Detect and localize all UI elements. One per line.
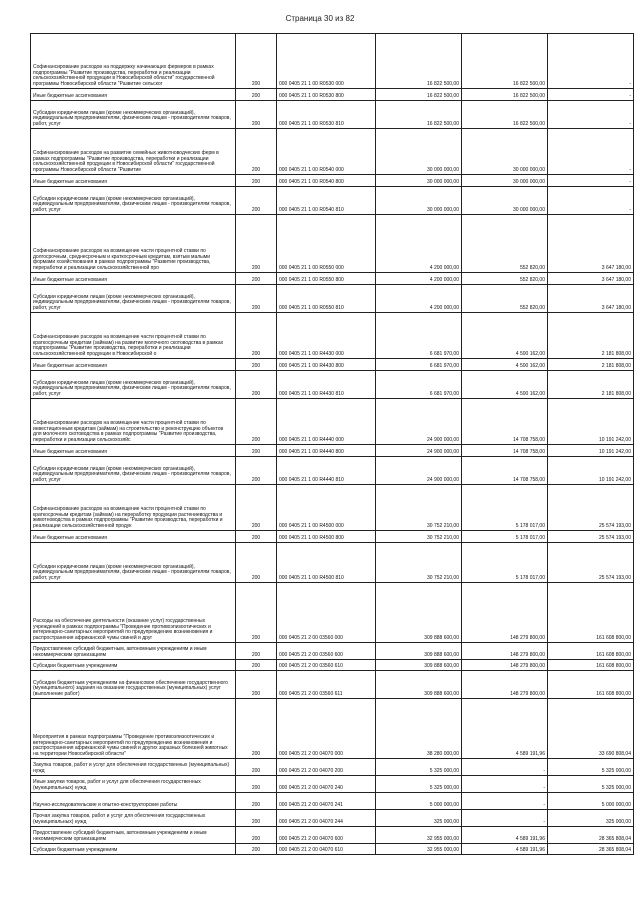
row-approved-cell: 38 280 000,00 (376, 699, 462, 759)
row-approved-cell: 24 900 000,00 (376, 457, 462, 485)
row-unexecuted-cell: - (548, 187, 634, 215)
row-classifier-cell: 000 0405 21 2 00 04070 000 (277, 699, 376, 759)
row-classifier-cell: 000 0405 21 1 00 R0540 810 (277, 187, 376, 215)
row-classifier-cell: 000 0405 21 1 00 R0530 800 (277, 89, 376, 101)
table-row (31, 313, 634, 359)
row-name-cell: Субсидии бюджетным учреждениям (31, 660, 236, 671)
table-row (31, 776, 634, 793)
row-name-cell: Субсидии юридическим лицам (кроме некоммерческих организаций), индивидуальным предпринимателям, физическим лицам - производителям товаров, работ, услуг (31, 285, 236, 313)
row-name-cell: Иные бюджетные ассигнования (31, 89, 236, 101)
row-code-cell: 200 (236, 793, 277, 810)
row-unexecuted-cell: - (548, 89, 634, 101)
row-code-cell: 200 (236, 643, 277, 660)
row-executed-cell: 552 820,00 (462, 285, 548, 313)
table-row (31, 827, 634, 844)
table-row (31, 543, 634, 583)
table-row (31, 285, 634, 313)
row-unexecuted-cell: - (548, 34, 634, 89)
table-row (31, 643, 634, 660)
row-name-cell: Иные закупки товаров, работ и услуг для обеспечения государственных (муниципальных) нужд (31, 776, 236, 793)
row-approved-cell: 30 752 210,00 (376, 485, 462, 531)
row-approved-cell: 30 752 210,00 (376, 531, 462, 543)
row-classifier-cell: 000 0405 21 1 00 R4500 000 (277, 485, 376, 531)
table-row (31, 359, 634, 371)
row-classifier-cell: 000 0405 21 2 00 03560 000 (277, 583, 376, 643)
row-name-cell: Субсидии юридическим лицам (кроме некоммерческих организаций), индивидуальным предпринимателям, физическим лицам - производителям товаров, работ, услуг (31, 371, 236, 399)
row-approved-cell: 16 822 500,00 (376, 101, 462, 129)
row-executed-cell: - (462, 793, 548, 810)
row-approved-cell: 16 822 500,00 (376, 89, 462, 101)
row-executed-cell: 148 279 800,00 (462, 643, 548, 660)
row-name-cell: Иные бюджетные ассигнования (31, 273, 236, 285)
row-code-cell: 200 (236, 89, 277, 101)
row-code-cell: 200 (236, 187, 277, 215)
row-code-cell: 200 (236, 129, 277, 175)
row-executed-cell: 16 822 500,00 (462, 34, 548, 89)
table-row (31, 175, 634, 187)
row-executed-cell: 4 500 162,00 (462, 359, 548, 371)
row-approved-cell: 4 200 000,00 (376, 215, 462, 273)
table-row (31, 844, 634, 855)
row-name-cell: Мероприятия в рамках подпрограммы "Проведение противоэпизоотических и ветеринарно-санитарных мероприятий по предупреждению возникновения и распространения африканской чумы свиней и других заразных болезней животных на территории Новосибирской области" (31, 699, 236, 759)
row-approved-cell: 30 000 000,00 (376, 187, 462, 215)
row-code-cell: 200 (236, 776, 277, 793)
row-classifier-cell: 000 0405 21 1 00 R0550 800 (277, 273, 376, 285)
row-name-cell: Закупка товаров, работ и услуг для обеспечения государственных (муниципальных) нужд (31, 759, 236, 776)
row-code-cell: 200 (236, 671, 277, 699)
row-name-cell: Иные бюджетные ассигнования (31, 531, 236, 543)
row-executed-cell: 552 820,00 (462, 215, 548, 273)
row-approved-cell: 16 822 500,00 (376, 34, 462, 89)
row-classifier-cell: 000 0405 21 1 00 R0530 000 (277, 34, 376, 89)
row-approved-cell: 30 752 210,00 (376, 543, 462, 583)
row-classifier-cell: 000 0405 21 1 00 R4430 800 (277, 359, 376, 371)
row-name-cell: Субсидии бюджетным учреждениям (31, 844, 236, 855)
row-name-cell: Софинансирование расходов на развитие семейных животноводческих ферм в рамках подпрограммы "Развитие производства, переработки и реализации сельскохозяйственной продукции в Новосибирской области" государственной программы Новосибирской области "Развитие (31, 129, 236, 175)
row-unexecuted-cell: 10 191 242,00 (548, 399, 634, 445)
row-approved-cell: 6 681 970,00 (376, 313, 462, 359)
row-unexecuted-cell: 28 365 808,04 (548, 844, 634, 855)
row-name-cell: Научно-исследовательские и опытно-конструкторские работы (31, 793, 236, 810)
row-unexecuted-cell: 5 325 000,00 (548, 776, 634, 793)
row-code-cell: 200 (236, 175, 277, 187)
row-unexecuted-cell: 2 181 808,00 (548, 313, 634, 359)
row-classifier-cell: 000 0405 21 1 00 R4500 810 (277, 543, 376, 583)
row-code-cell: 200 (236, 543, 277, 583)
row-executed-cell: 16 822 500,00 (462, 101, 548, 129)
row-executed-cell: 148 279 800,00 (462, 671, 548, 699)
row-name-cell: Софинансирование расходов на возмещение части процентной ставки по краткосрочным кредитам (займам) на развитие молочного скотоводства в рамках подпрограммы "Развитие производства, переработки и реализации сельскохозяйственной продукции в Новосибирской о (31, 313, 236, 359)
row-unexecuted-cell: 25 574 193,00 (548, 543, 634, 583)
row-name-cell: Субсидии юридическим лицам (кроме некоммерческих организаций), индивидуальным предпринимателям, физическим лицам - производителям товаров, работ, услуг (31, 101, 236, 129)
row-classifier-cell: 000 0405 21 2 00 04070 610 (277, 844, 376, 855)
row-name-cell: Прочая закупка товаров, работ и услуг для обеспечения государственных (муниципальных) нужд (31, 810, 236, 827)
row-unexecuted-cell: 5 325 000,00 (548, 759, 634, 776)
row-classifier-cell: 000 0405 21 2 00 04070 600 (277, 827, 376, 844)
row-unexecuted-cell: 5 000 000,00 (548, 793, 634, 810)
row-code-cell: 200 (236, 101, 277, 129)
row-approved-cell: 30 000 000,00 (376, 129, 462, 175)
row-classifier-cell: 000 0405 21 1 00 R4430 810 (277, 371, 376, 399)
table-row (31, 759, 634, 776)
row-unexecuted-cell: 10 191 242,00 (548, 445, 634, 457)
row-approved-cell: 24 900 000,00 (376, 399, 462, 445)
row-code-cell: 200 (236, 844, 277, 855)
row-unexecuted-cell: 3 647 180,00 (548, 285, 634, 313)
row-classifier-cell: 000 0405 21 1 00 R0540 800 (277, 175, 376, 187)
row-executed-cell: 16 822 500,00 (462, 89, 548, 101)
row-unexecuted-cell: 161 608 800,00 (548, 671, 634, 699)
row-unexecuted-cell: 161 608 800,00 (548, 583, 634, 643)
row-approved-cell: 6 681 970,00 (376, 371, 462, 399)
row-executed-cell: 30 000 000,00 (462, 175, 548, 187)
row-name-cell: Софинансирование расходов на поддержку начинающих фермеров в рамках подпрограммы "Развитие производства, переработки и реализации сельскохозяйственной продукции в Новосибирской области" государственной программы Новосибирской области "Развитие сельског (31, 34, 236, 89)
row-approved-cell: 5 000 000,00 (376, 793, 462, 810)
row-classifier-cell: 000 0405 21 2 00 04070 241 (277, 793, 376, 810)
row-unexecuted-cell: 25 574 193,00 (548, 485, 634, 531)
table-row (31, 399, 634, 445)
row-classifier-cell: 000 0405 21 1 00 R0530 810 (277, 101, 376, 129)
row-unexecuted-cell: 3 647 180,00 (548, 273, 634, 285)
row-code-cell: 200 (236, 699, 277, 759)
row-name-cell: Иные бюджетные ассигнования (31, 445, 236, 457)
table-row (31, 129, 634, 175)
row-executed-cell: 5 178 017,00 (462, 485, 548, 531)
row-code-cell: 200 (236, 399, 277, 445)
row-name-cell: Иные бюджетные ассигнования (31, 175, 236, 187)
row-unexecuted-cell: 3 647 180,00 (548, 215, 634, 273)
row-classifier-cell: 000 0405 21 1 00 R4440 800 (277, 445, 376, 457)
row-classifier-cell: 000 0405 21 2 00 03560 600 (277, 643, 376, 660)
row-classifier-cell: 000 0405 21 2 00 03560 611 (277, 671, 376, 699)
row-unexecuted-cell: 161 608 800,00 (548, 643, 634, 660)
row-code-cell: 200 (236, 810, 277, 827)
table-row (31, 457, 634, 485)
row-name-cell: Субсидии юридическим лицам (кроме некоммерческих организаций), индивидуальным предпринимателям, физическим лицам - производителям товаров, работ, услуг (31, 543, 236, 583)
page-header: Страница 30 из 82 (285, 14, 355, 23)
row-executed-cell: 14 708 758,00 (462, 457, 548, 485)
row-approved-cell: 4 200 000,00 (376, 273, 462, 285)
row-executed-cell: 14 708 758,00 (462, 399, 548, 445)
row-code-cell: 200 (236, 371, 277, 399)
row-classifier-cell: 000 0405 21 1 00 R4430 000 (277, 313, 376, 359)
row-classifier-cell: 000 0405 21 2 00 04070 244 (277, 810, 376, 827)
row-approved-cell: 6 681 970,00 (376, 359, 462, 371)
row-executed-cell: 4 500 162,00 (462, 371, 548, 399)
table-row (31, 187, 634, 215)
row-executed-cell: 4 589 191,96 (462, 699, 548, 759)
table-row (31, 583, 634, 643)
row-executed-cell: 4 500 162,00 (462, 313, 548, 359)
row-approved-cell: 309 888 600,00 (376, 643, 462, 660)
row-name-cell: Предоставление субсидий бюджетным, автономным учреждениям и иным некоммерческим организациям (31, 827, 236, 844)
row-code-cell: 200 (236, 583, 277, 643)
row-executed-cell: 30 000 000,00 (462, 129, 548, 175)
row-unexecuted-cell: 33 690 808,04 (548, 699, 634, 759)
row-approved-cell: 325 000,00 (376, 810, 462, 827)
row-name-cell: Субсидии юридическим лицам (кроме некоммерческих организаций), индивидуальным предпринимателям, физическим лицам - производителям товаров, работ, услуг (31, 187, 236, 215)
row-approved-cell: 24 900 000,00 (376, 445, 462, 457)
row-code-cell: 200 (236, 827, 277, 844)
row-code-cell: 200 (236, 531, 277, 543)
row-classifier-cell: 000 0405 21 2 00 04070 200 (277, 759, 376, 776)
row-approved-cell: 30 000 000,00 (376, 175, 462, 187)
row-name-cell: Субсидии юридическим лицам (кроме некоммерческих организаций), индивидуальным предпринимателям, физическим лицам - производителям товаров, работ, услуг (31, 457, 236, 485)
row-classifier-cell: 000 0405 21 1 00 R4440 810 (277, 457, 376, 485)
row-executed-cell: - (462, 810, 548, 827)
row-name-cell: Предоставление субсидий бюджетным, автономным учреждениям и иным некоммерческим организациям (31, 643, 236, 660)
row-classifier-cell: 000 0405 21 1 00 R4440 000 (277, 399, 376, 445)
row-unexecuted-cell: 2 181 808,00 (548, 371, 634, 399)
row-unexecuted-cell: 325 000,00 (548, 810, 634, 827)
row-code-cell: 200 (236, 759, 277, 776)
row-executed-cell: 4 589 191,96 (462, 844, 548, 855)
table-row (31, 101, 634, 129)
row-code-cell: 200 (236, 273, 277, 285)
row-code-cell: 200 (236, 34, 277, 89)
row-code-cell: 200 (236, 445, 277, 457)
table-row (31, 34, 634, 89)
row-code-cell: 200 (236, 457, 277, 485)
row-executed-cell: 148 279 800,00 (462, 583, 548, 643)
table-row (31, 660, 634, 671)
row-approved-cell: 32 955 000,00 (376, 844, 462, 855)
budget-table (30, 33, 634, 855)
table-row (31, 445, 634, 457)
row-name-cell: Иные бюджетные ассигнования (31, 359, 236, 371)
row-approved-cell: 309 888 600,00 (376, 660, 462, 671)
row-name-cell: Софинансирование расходов на возмещение части процентной ставки по краткосрочным кредитам (займам) на переработку продукции растениеводства и животноводства в рамках подпрограммы "Развитие производства, переработки и реализации сельскохозяйственной продук (31, 485, 236, 531)
table-row (31, 671, 634, 699)
row-unexecuted-cell: 25 574 193,00 (548, 531, 634, 543)
table-row (31, 273, 634, 285)
row-classifier-cell: 000 0405 21 1 00 R0550 000 (277, 215, 376, 273)
row-approved-cell: 5 325 000,00 (376, 776, 462, 793)
row-executed-cell: 4 589 191,96 (462, 827, 548, 844)
row-unexecuted-cell: 10 191 242,00 (548, 457, 634, 485)
row-classifier-cell: 000 0405 21 1 00 R0550 810 (277, 285, 376, 313)
row-unexecuted-cell: - (548, 101, 634, 129)
row-classifier-cell: 000 0405 21 2 00 03560 610 (277, 660, 376, 671)
row-code-cell: 200 (236, 359, 277, 371)
row-classifier-cell: 000 0405 21 1 00 R4500 800 (277, 531, 376, 543)
row-unexecuted-cell: 28 365 808,04 (548, 827, 634, 844)
row-unexecuted-cell: - (548, 129, 634, 175)
row-approved-cell: 309 888 600,00 (376, 671, 462, 699)
row-executed-cell: 5 178 017,00 (462, 543, 548, 583)
row-code-cell: 200 (236, 285, 277, 313)
row-code-cell: 200 (236, 215, 277, 273)
row-unexecuted-cell: - (548, 175, 634, 187)
row-classifier-cell: 000 0405 21 2 00 04070 240 (277, 776, 376, 793)
table-row (31, 89, 634, 101)
row-executed-cell: 552 820,00 (462, 273, 548, 285)
row-executed-cell: - (462, 759, 548, 776)
row-executed-cell: 14 708 758,00 (462, 445, 548, 457)
table-row (31, 371, 634, 399)
row-unexecuted-cell: 161 608 800,00 (548, 660, 634, 671)
row-code-cell: 200 (236, 485, 277, 531)
row-unexecuted-cell: 2 181 808,00 (548, 359, 634, 371)
table-row (31, 810, 634, 827)
table-row (31, 485, 634, 531)
table-row (31, 793, 634, 810)
row-approved-cell: 309 888 600,00 (376, 583, 462, 643)
row-executed-cell: 148 279 800,00 (462, 660, 548, 671)
row-executed-cell: 30 000 000,00 (462, 187, 548, 215)
table-row (31, 215, 634, 273)
row-executed-cell: 5 178 017,00 (462, 531, 548, 543)
row-name-cell: Расходы на обеспечение деятельности (оказание услуг) государственных учреждений в рамках подпрограммы "Проведение противоэпизоотических и ветеринарно-санитарных мероприятий по предупреждению возникновения и распространения африканской чумы свиней и друг (31, 583, 236, 643)
table-row (31, 531, 634, 543)
row-name-cell: Субсидии бюджетным учреждениям на финансовое обеспечение государственного (муниципального) задания на оказание государственных (муниципальных) услуг (выполнение работ) (31, 671, 236, 699)
row-executed-cell: - (462, 776, 548, 793)
row-code-cell: 200 (236, 313, 277, 359)
row-name-cell: Софинансирование расходов на возмещение части процентной ставки по долгосрочным, среднесрочным и краткосрочным кредитам, взятым малыми формами хозяйствования в рамках подпрограммы "Развитие производства, переработки и реализации сельскохозяйственной про (31, 215, 236, 273)
table-row (31, 699, 634, 759)
row-approved-cell: 4 200 000,00 (376, 285, 462, 313)
row-approved-cell: 5 325 000,00 (376, 759, 462, 776)
row-approved-cell: 32 955 000,00 (376, 827, 462, 844)
row-code-cell: 200 (236, 660, 277, 671)
row-name-cell: Софинансирование расходов на возмещение части процентной ставки по инвестиционным кредитам (займам) на строительство и реконструкцию объектов для молочного скотоводства в рамках подпрограммы "Развитие производства, переработки и реализации сельскохозяйс (31, 399, 236, 445)
row-classifier-cell: 000 0405 21 1 00 R0540 000 (277, 129, 376, 175)
